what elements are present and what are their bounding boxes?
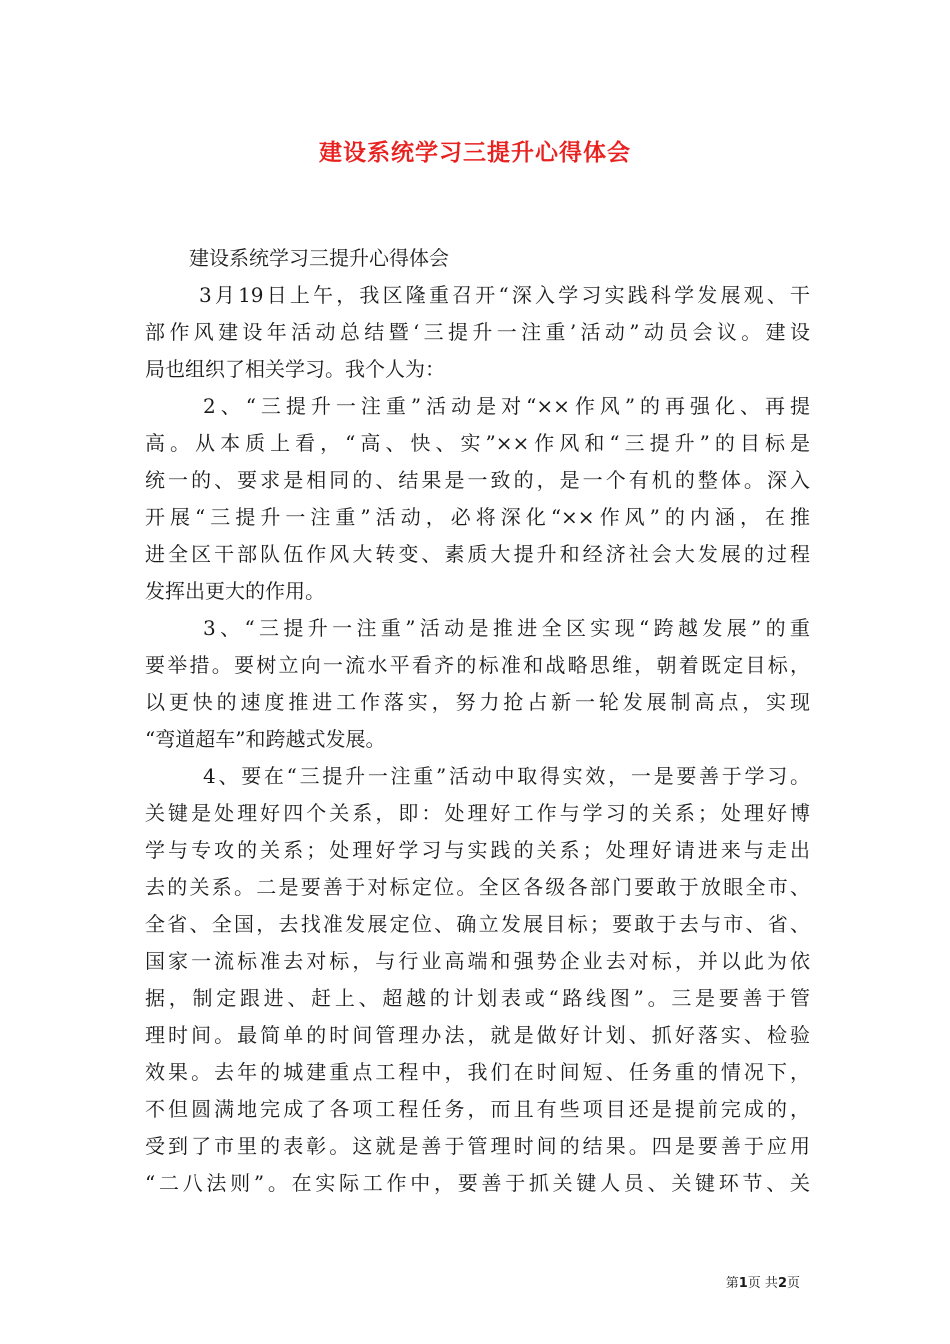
footer-suffix: 页 <box>786 1276 800 1291</box>
text-line: 全省、全国，去找准发展定位、确立发展目标；要敢于去与市、省、 <box>145 912 810 936</box>
footer-middle: 页 共 <box>747 1276 778 1291</box>
text-line: 发挥出更大的作用。 <box>145 579 325 603</box>
footer-total-pages: 2 <box>777 1276 787 1291</box>
text-line: “弯道超车”和跨越式发展。 <box>145 727 386 751</box>
footer-prefix: 第 <box>725 1276 739 1291</box>
text-line: 4、要在“三提升一注重”活动中取得实效，一是要善于学习。 <box>203 764 810 788</box>
text-line: 要举措。要树立向一流水平看齐的标准和战略思维，朝着既定目标， <box>145 653 810 677</box>
text-line: 学与专攻的关系；处理好学习与实践的关系；处理好请进来与走出 <box>145 838 810 862</box>
page-footer <box>726 1272 800 1291</box>
text-line: 局也组织了相关学习。我个人为： <box>145 357 445 381</box>
text-line: “二八法则”。在实际工作中，要善于抓关键人员、关键环节、关 <box>145 1171 810 1195</box>
text-line: 去的关系。二是要善于对标定位。全区各级各部门要敢于放眼全市、 <box>145 875 810 899</box>
footer-current-page: 1 <box>738 1276 748 1291</box>
text-line: 3、“三提升一注重”活动是推进全区实现“跨越发展”的重 <box>203 616 810 640</box>
text-line: 进全区干部队伍作风大转变、素质大提升和经济社会大发展的过程 <box>145 542 810 566</box>
text-line: 以更快的速度推进工作落实，努力抢占新一轮发展制高点，实现 <box>145 690 810 714</box>
text-line: 不但圆满地完成了各项工程任务，而且有些项目还是提前完成的， <box>145 1097 810 1121</box>
text-line: 效果。去年的城建重点工程中，我们在时间短、任务重的情况下， <box>145 1060 810 1084</box>
text-line: 国家一流标准去对标，与行业高端和强势企业去对标，并以此为依 <box>145 949 810 973</box>
text-line: 建设系统学习三提升心得体会 <box>189 246 449 270</box>
text-line: 2、“三提升一注重”活动是对“××作风”的再强化、再提 <box>203 394 810 418</box>
text-line: 理时间。最简单的时间管理办法，就是做好计划、抓好落实、检验 <box>145 1023 810 1047</box>
text-line: 开展“三提升一注重”活动，必将深化“××作风”的内涵，在推 <box>145 505 810 529</box>
text-line: 受到了市里的表彰。这就是善于管理时间的结果。四是要善于应用 <box>145 1134 810 1158</box>
text-line: 据，制定跟进、赶上、超越的计划表或“路线图”。三是要善于管 <box>145 986 810 1010</box>
document-body <box>145 240 810 1202</box>
text-line: 关键是处理好四个关系，即：处理好工作与学习的关系；处理好博 <box>145 801 810 825</box>
text-line: 部作风建设年活动总结暨‘三提升一注重’活动”动员会议。建设 <box>145 320 810 344</box>
text-line: 高。从本质上看，“高、快、实”××作风和“三提升”的目标是 <box>145 431 810 455</box>
page-title: 建设系统学习三提升心得体会 <box>319 139 631 166</box>
text-line: 统一的、要求是相同的、结果是一致的，是一个有机的整体。深入 <box>145 468 810 492</box>
text-line: 3月19日上午，我区隆重召开“深入学习实践科学发展观、干 <box>199 283 810 307</box>
